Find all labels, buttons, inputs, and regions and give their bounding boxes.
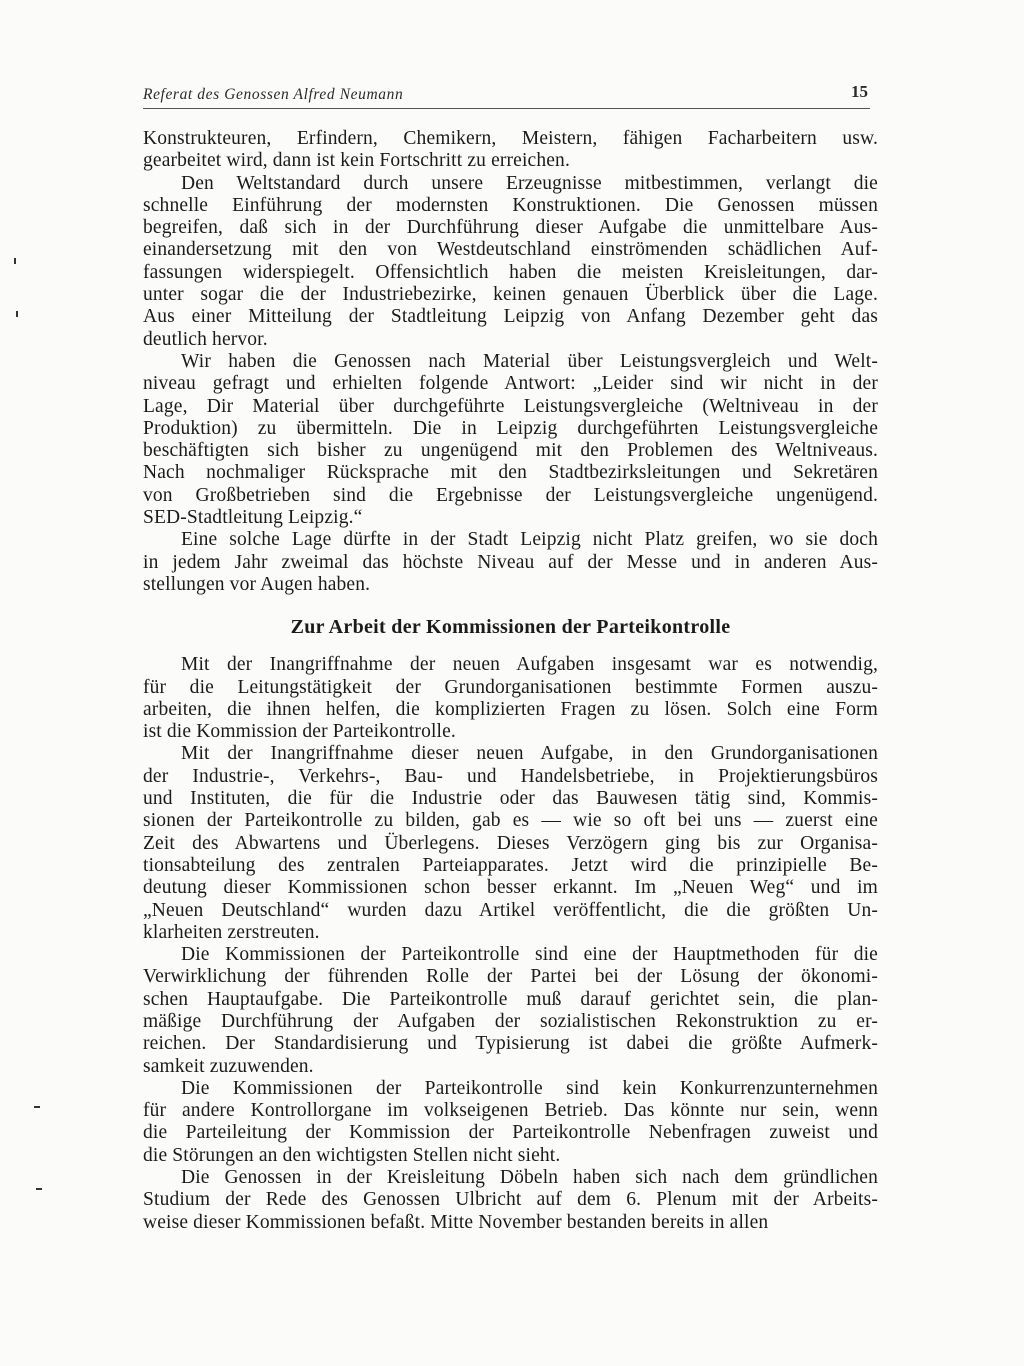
text-line: Konstrukteuren, Erfindern, Chemikern, Meistern, fähigen Facharbeitern usw.: [143, 128, 878, 149]
page-number: 15: [851, 82, 868, 101]
paragraphs-bottom: [143, 654, 878, 1234]
running-title: Referat des Genossen Alfred Neumann: [143, 86, 404, 103]
text-line: schnelle Einführung der modernsten Konstruktionen. Die Genossen müssen: [143, 194, 878, 216]
text-line: tionsabteilung des zentralen Parteiapparates. Jetzt wird die prinzipielle Be-: [143, 854, 878, 876]
paragraph: [143, 743, 878, 944]
text-line: stellungen vor Augen haben.: [143, 573, 371, 595]
text-line: für andere Kontrollorgane im volkseigenen Betrieb. Das könnte nur sein, wenn: [143, 1100, 878, 1122]
text-line: mäßige Durchführung der Aufgaben der sozialistischen Rekonstruktion zu er-: [143, 1010, 878, 1032]
text-line: „Neuen Deutschland“ wurden dazu Artikel veröffentlicht, die die größten Un-: [143, 899, 878, 921]
text-line: fassungen widerspiegelt. Offensichtlich haben die meisten Kreisleitungen, dar-: [143, 261, 878, 283]
text-line: Die Kommissionen der Parteikontrolle sind kein Konkurrenzunternehmen: [181, 1077, 878, 1099]
text-line: für die Leitungstätigkeit der Grundorganisationen bestimmte Formen auszu-: [143, 676, 878, 698]
text-line: Den Weltstandard durch unsere Erzeugnisse mitbestimmen, verlangt die: [181, 172, 878, 194]
text-line: Studium der Rede des Genossen Ulbricht auf dem 6. Plenum mit der Arbeits-: [143, 1189, 878, 1211]
text-line: weise dieser Kommissionen befaßt. Mitte November bestanden bereits in allen: [143, 1211, 769, 1233]
text-line: Die Kommissionen der Parteikontrolle sind eine der Hauptmethoden für die: [181, 944, 878, 966]
paragraph: [143, 529, 878, 596]
body-text: [143, 128, 878, 1234]
paragraph: [143, 173, 878, 351]
text-line: von Großbetrieben sind die Ergebnisse der Leistungsvergleiche ungenügend.: [143, 484, 878, 506]
text-line: Mit der Inangriffnahme der neuen Aufgaben insgesamt war es notwendig,: [181, 654, 878, 676]
text-line: ist die Kommission der Parteikontrolle.: [143, 721, 456, 743]
running-header: [143, 82, 870, 108]
text-line: reichen. Der Standardisierung und Typisierung ist dabei die größte Aufmerk-: [143, 1033, 878, 1055]
text-line: niveau gefragt und erhielten folgende Antwort: „Leider sind wir nicht in der: [143, 373, 878, 395]
text-line: samkeit zuzuwenden.: [143, 1055, 314, 1077]
paragraph: [143, 1078, 878, 1167]
paragraph: [143, 944, 878, 1078]
text-line: Verwirklichung der führenden Rolle der Partei bei der Lösung der ökonomi-: [143, 966, 878, 988]
text-line: gearbeitet wird, dann ist kein Fortschritt zu erreichen.: [143, 150, 570, 172]
text-line: und Instituten, die für die Industrie oder das Bauwesen tätig sind, Kommis-: [143, 788, 878, 810]
text-line: Die Genossen in der Kreisleitung Döbeln haben sich nach dem gründlichen: [181, 1167, 878, 1189]
text-line: in jedem Jahr zweimal das höchste Niveau auf der Messe und in anderen Aus-: [143, 551, 878, 573]
paragraph: [143, 654, 878, 743]
text-line: deutlich hervor.: [143, 328, 268, 350]
text-line: arbeiten, die ihnen helfen, die komplizierten Fragen zu lösen. Solch eine Form: [143, 698, 878, 720]
text-line: unter sogar die der Industriebezirke, keinen genauen Überblick über die Lage.: [143, 284, 878, 306]
text-line: Nach nochmaliger Rücksprache mit den Stadtbezirksleitungen und Sekretären: [143, 462, 878, 484]
scan-speck: [14, 258, 16, 264]
text-line: begreifen, daß sich in der Durchführung dieser Aufgabe die unmittelbare Aus-: [143, 217, 878, 239]
text-line: Lage, Dir Material über durchgeführte Leistungsvergleiche (Weltniveau in der: [143, 395, 878, 417]
text-line: der Industrie-, Verkehrs-, Bau- und Handelsbetriebe, in Projektierungsbüros: [143, 765, 878, 787]
text-line: deutung dieser Kommissionen schon besser erkannt. Im „Neuen Weg“ und im: [143, 877, 878, 899]
paragraph: [143, 351, 878, 529]
text-line: beschäftigten sich bisher zu ungenügend mit den Problemen des Weltniveaus.: [143, 440, 878, 462]
text-line: Wir haben die Genossen nach Material über Leistungsvergleich und Welt-: [181, 350, 878, 372]
text-line: sionen der Parteikontrolle zu bilden, gab es — wie so oft bei uns — zuerst eine: [143, 810, 878, 832]
text-line: Produktion) zu übermitteln. Die in Leipzig durchgeführten Leistungsvergleiche: [143, 417, 878, 439]
paragraph: [143, 128, 878, 173]
text-line: SED-Stadtleitung Leipzig.“: [143, 507, 363, 529]
header-rule: [143, 108, 870, 109]
paragraph: [143, 1167, 878, 1234]
scan-speck: [34, 1106, 40, 1108]
text-line: Eine solche Lage dürfte in der Stadt Leipzig nicht Platz greifen, wo sie doch: [181, 529, 878, 551]
text-line: die Störungen an den wichtigsten Stellen nicht sieht.: [143, 1144, 561, 1166]
text-line: schen Hauptaufgabe. Die Parteikontrolle muß darauf gerichtet sein, die plan-: [143, 988, 878, 1010]
scan-speck: [16, 311, 18, 317]
text-line: die Parteileitung der Kommission der Parteikontrolle Nebenfragen zuweist und: [143, 1122, 878, 1144]
text-line: Zeit des Abwartens und Überlegens. Dieses Verzögern ging bis zur Organisa-: [143, 832, 878, 854]
text-line: Mit der Inangriffnahme dieser neuen Aufgabe, in den Grundorganisationen: [181, 743, 878, 765]
scan-speck: [36, 1188, 42, 1190]
text-line: klarheiten zerstreuten.: [143, 921, 320, 943]
text-line: einandersetzung mit den von Westdeutschland einströmenden schädlichen Auf-: [143, 239, 878, 261]
text-line: Aus einer Mitteilung der Stadtleitung Leipzig von Anfang Dezember geht das: [143, 306, 878, 328]
section-heading: Zur Arbeit der Kommissionen der Parteikontrolle: [290, 616, 731, 639]
paragraphs-top: [143, 128, 878, 596]
